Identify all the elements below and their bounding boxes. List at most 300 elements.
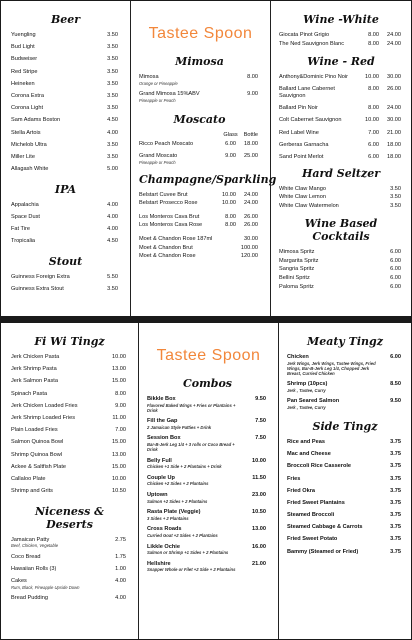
item-price: 13.00 bbox=[252, 526, 266, 533]
combos-list bbox=[147, 396, 278, 572]
item-price: 4.00 bbox=[107, 213, 118, 220]
item-description: Beef, Chicken, Vegetable bbox=[11, 543, 59, 549]
item-name-text: Colt Cabernet Sauvignon bbox=[279, 117, 342, 124]
item-name-text: Rice and Peas bbox=[287, 438, 325, 445]
menu-item bbox=[279, 130, 412, 137]
menu-item bbox=[11, 427, 138, 434]
item-price: 13.00 bbox=[112, 366, 126, 373]
combos-column bbox=[139, 323, 279, 639]
item-price: 3.50 bbox=[107, 32, 118, 38]
item-name bbox=[11, 93, 94, 100]
menu-item bbox=[11, 44, 130, 51]
hard-seltzer-list bbox=[279, 186, 412, 210]
item-name bbox=[11, 452, 102, 459]
bottle-price: 26.00 bbox=[244, 213, 258, 220]
item-price: 3.75 bbox=[390, 548, 401, 555]
item-name bbox=[279, 142, 357, 149]
item-name bbox=[11, 537, 102, 549]
moscato-column-headers bbox=[139, 132, 270, 138]
beer-heading: Beer bbox=[50, 13, 81, 26]
item-name bbox=[279, 194, 377, 201]
menu-item bbox=[147, 396, 278, 413]
item-name-text: Ricco Peach Moscato bbox=[139, 140, 194, 147]
item-name-text: Michelob Ultra bbox=[11, 141, 47, 148]
item-name bbox=[147, 509, 242, 521]
menu-item bbox=[11, 166, 130, 173]
item-name-text: Red Stripe bbox=[11, 68, 38, 75]
champagne-group-3 bbox=[139, 236, 270, 260]
bottle-price: 18.00 bbox=[387, 141, 401, 148]
item-name bbox=[139, 200, 214, 207]
item-price: 3.75 bbox=[390, 499, 401, 506]
menu-item bbox=[287, 451, 412, 458]
item-name bbox=[11, 202, 94, 209]
combos-heading: Combos bbox=[183, 377, 232, 390]
menu-item bbox=[11, 488, 138, 495]
menu-item bbox=[11, 81, 130, 88]
menu-item bbox=[11, 286, 130, 293]
item-name bbox=[279, 284, 377, 291]
item-name bbox=[11, 286, 94, 293]
item-name bbox=[11, 214, 94, 221]
menu-item bbox=[11, 202, 130, 209]
item-name-text: Appalachia bbox=[11, 201, 39, 208]
item-name bbox=[11, 142, 94, 149]
item-name bbox=[147, 561, 242, 573]
item-price: 11.00 bbox=[112, 414, 126, 421]
menu-item bbox=[11, 226, 130, 233]
item-price: 3.75 bbox=[390, 512, 401, 519]
fi-wi-tingz-list bbox=[11, 354, 138, 495]
item-name bbox=[287, 398, 377, 410]
item-name bbox=[287, 451, 377, 458]
item-name bbox=[287, 463, 377, 470]
item-name bbox=[147, 396, 242, 413]
menu-item bbox=[11, 354, 138, 361]
item-price: 3.50 bbox=[390, 202, 401, 209]
item-name bbox=[279, 258, 377, 265]
item-name-text: Belstart Prosecco Rose bbox=[139, 200, 198, 207]
item-name-text: Spinach Pasta bbox=[11, 390, 48, 397]
item-price: 3.50 bbox=[390, 194, 401, 201]
menu-item bbox=[11, 452, 138, 459]
item-price: 3.75 bbox=[390, 524, 401, 531]
menu-item bbox=[11, 93, 130, 100]
item-name-text: Bread Pudding bbox=[11, 595, 49, 602]
glass-price: 10.00 bbox=[222, 191, 236, 198]
item-name-text: Ballard Lane Cabernet Sauvignon bbox=[279, 86, 335, 99]
mimosa-heading: Mimosa bbox=[175, 55, 224, 68]
menu-item bbox=[11, 415, 138, 422]
glass-price: 10.00 bbox=[365, 74, 379, 81]
item-description: Snapper Whole or Filet +2 Side + 2 Plantains bbox=[147, 567, 236, 573]
side-tingz-heading: Side Tingz bbox=[312, 419, 378, 433]
item-name-text: Fat Tire bbox=[11, 226, 30, 233]
item-name-text: Yuengling bbox=[11, 32, 36, 38]
item-price: 1.75 bbox=[115, 553, 126, 560]
item-name-text: Jerk Chicken Pasta bbox=[11, 354, 60, 360]
menu-item bbox=[11, 595, 138, 602]
item-name-text: Chicken bbox=[287, 354, 309, 360]
brand-logo: Tastee Spoon bbox=[148, 25, 253, 42]
item-name-text: Grand Moscato bbox=[139, 152, 178, 159]
item-name-text: White Claw Mango bbox=[279, 185, 326, 192]
meaty-tingz-list bbox=[287, 354, 412, 410]
fi-wi-tingz-heading: Fi Wi Tingz bbox=[34, 335, 105, 348]
bottle-price: 18.00 bbox=[387, 153, 401, 160]
item-name-text: Moet & Chandon Brut bbox=[139, 244, 193, 251]
menu-item bbox=[139, 214, 270, 221]
bottle-price: 26.00 bbox=[244, 222, 258, 229]
item-name bbox=[147, 544, 242, 556]
menu-item bbox=[11, 366, 138, 373]
item-name bbox=[287, 439, 377, 446]
item-price: 3.50 bbox=[107, 44, 118, 51]
item-name bbox=[11, 476, 102, 483]
item-name-text: The Ned Sauvignon Blanc bbox=[279, 40, 344, 47]
item-description: Curried Goat +2 Sides + 2 Plantains bbox=[147, 532, 218, 538]
glass-price: 6.00 bbox=[368, 153, 379, 160]
menu-item bbox=[287, 536, 412, 543]
menu-item bbox=[11, 439, 138, 446]
item-price: 3.75 bbox=[390, 475, 401, 482]
item-price: 3.50 bbox=[107, 80, 118, 87]
menu-item bbox=[279, 194, 412, 201]
menu-item bbox=[279, 142, 412, 149]
item-price: 9.50 bbox=[390, 398, 401, 405]
menu-item bbox=[11, 214, 130, 221]
item-name-text: Corona Light bbox=[11, 105, 44, 112]
menu-item bbox=[11, 537, 138, 549]
glass-price: 8.00 bbox=[225, 222, 236, 229]
item-name-text: Broccoli Rice Casserole bbox=[287, 463, 352, 470]
meaty-tingz-heading: Meaty Tingz bbox=[307, 335, 383, 348]
wine-white-list bbox=[279, 32, 412, 47]
item-name-text: Mimosa Spritz bbox=[279, 249, 315, 256]
moscato-heading: Moscato bbox=[173, 112, 226, 126]
item-price: 3.50 bbox=[107, 68, 118, 75]
glass-price bbox=[218, 236, 236, 243]
bottle-price: 30.00 bbox=[244, 235, 258, 242]
wine-white-heading: Wine -White bbox=[303, 13, 379, 26]
item-name bbox=[11, 44, 94, 51]
item-price: 3.75 bbox=[390, 463, 401, 470]
menu-item bbox=[287, 500, 412, 507]
glass-price: 8.00 bbox=[368, 32, 379, 38]
menu-item bbox=[139, 253, 270, 260]
menu-item bbox=[279, 154, 412, 161]
menu-item bbox=[11, 105, 130, 112]
menu-item bbox=[279, 32, 412, 39]
item-name bbox=[279, 266, 377, 273]
item-name bbox=[279, 249, 377, 256]
item-name bbox=[147, 475, 242, 487]
menu-item bbox=[11, 56, 130, 63]
item-name-text: Hellshire bbox=[147, 560, 171, 567]
item-price: 11.50 bbox=[252, 474, 266, 481]
bottle-price: 18.00 bbox=[244, 140, 258, 147]
item-price: 21.00 bbox=[252, 560, 266, 567]
item-name-text: Sangria Spritz bbox=[279, 266, 315, 273]
item-price: 3.50 bbox=[107, 56, 118, 63]
beer-column bbox=[1, 1, 131, 316]
item-price: 10.00 bbox=[252, 457, 266, 464]
item-price: 3.50 bbox=[107, 105, 118, 112]
item-price: 6.00 bbox=[390, 275, 401, 282]
bottle-column-label: Bottle bbox=[243, 131, 258, 138]
item-name-text: Bammy (Steamed or Fried) bbox=[287, 548, 359, 555]
bottle-price: 24.00 bbox=[244, 200, 258, 207]
menu-item bbox=[11, 578, 138, 590]
glass-price bbox=[218, 245, 236, 252]
menu-item bbox=[279, 275, 412, 282]
menu-item bbox=[287, 512, 412, 519]
menu-item bbox=[279, 284, 412, 291]
menu-item bbox=[147, 544, 278, 556]
ipa-heading: IPA bbox=[54, 182, 77, 196]
item-name-text: Uptown bbox=[147, 491, 168, 498]
item-price: 4.00 bbox=[107, 226, 118, 233]
item-name bbox=[287, 512, 377, 519]
niceness-heading: Niceness & Deserts bbox=[34, 504, 105, 531]
item-name bbox=[279, 275, 377, 282]
item-description: Chicken +1 Side + 2 Plantains + Drink bbox=[147, 464, 222, 470]
item-description: Jerk Wings, Jerk Wings, Tastee Wings, Fried Wings, Bar-B-Jerk Leg 1/4, Chopped Jerk Breast, Curried Chicken bbox=[287, 360, 376, 376]
item-name-text: Steamed Broccoli bbox=[287, 512, 335, 519]
item-price: 5.00 bbox=[107, 166, 118, 173]
item-name-text: Guinness Extra Stout bbox=[11, 286, 64, 292]
drinks-menu-page bbox=[0, 0, 412, 317]
item-name bbox=[139, 222, 214, 229]
menu-item bbox=[147, 509, 278, 521]
item-name bbox=[11, 378, 102, 385]
item-name bbox=[11, 566, 102, 573]
item-name-text: Tropicalia bbox=[11, 238, 36, 245]
item-name bbox=[147, 526, 242, 538]
item-price: 15.00 bbox=[112, 439, 126, 446]
menu-item bbox=[11, 464, 138, 471]
item-name-text: Plain Loaded Fries bbox=[11, 427, 58, 434]
item-name-text: Fried Sweet Plantains bbox=[287, 499, 345, 506]
menu-item bbox=[279, 266, 412, 273]
menu-item bbox=[147, 458, 278, 470]
item-name-text: Bud Light bbox=[11, 44, 35, 51]
glass-price: 10.00 bbox=[222, 200, 236, 207]
item-name bbox=[11, 415, 102, 422]
item-name-text: Fill the Gap bbox=[147, 418, 178, 425]
glass-price: 8.00 bbox=[368, 86, 379, 93]
menu-item bbox=[279, 86, 412, 99]
item-price: 3.50 bbox=[107, 141, 118, 148]
item-description: Jerk , Tastee, Curry bbox=[287, 404, 326, 410]
item-name bbox=[11, 274, 94, 281]
menu-item bbox=[287, 381, 412, 393]
item-name bbox=[147, 492, 242, 504]
item-name-text: Cross Roads bbox=[147, 526, 182, 533]
item-name bbox=[287, 488, 377, 495]
item-price: 6.00 bbox=[390, 249, 401, 256]
menu-item bbox=[147, 526, 278, 538]
item-name-text: Sand Point Merlot bbox=[279, 153, 324, 160]
item-name bbox=[147, 418, 242, 430]
wine-red-heading: Wine - Red bbox=[307, 55, 375, 69]
food-menu-page bbox=[0, 322, 412, 640]
item-price: 9.50 bbox=[255, 396, 266, 402]
item-name bbox=[11, 117, 94, 124]
item-price: 4.00 bbox=[107, 129, 118, 136]
menu-item bbox=[279, 249, 412, 256]
item-price: 8.00 bbox=[247, 74, 258, 80]
item-name bbox=[287, 536, 377, 543]
item-price: 4.00 bbox=[107, 201, 118, 208]
item-name bbox=[11, 56, 94, 63]
item-name bbox=[279, 203, 377, 210]
glass-price: 8.00 bbox=[368, 40, 379, 47]
item-name-text: Steamed Cabbage & Carrots bbox=[287, 524, 363, 531]
menu-item bbox=[11, 154, 130, 161]
glass-price: 10.00 bbox=[365, 117, 379, 124]
bottle-price: 26.00 bbox=[387, 86, 401, 93]
fi-wi-tingz-column bbox=[1, 323, 139, 639]
item-price: 3.50 bbox=[107, 92, 118, 99]
menu-item bbox=[279, 203, 412, 210]
menu-item bbox=[11, 142, 130, 149]
item-name bbox=[11, 105, 94, 112]
item-name bbox=[279, 186, 377, 193]
glass-price: 9.00 bbox=[225, 152, 236, 159]
item-price: 9.00 bbox=[247, 91, 258, 98]
item-description: Chicken +2 Sides + 2 Plantains bbox=[147, 481, 209, 487]
wine-cocktails-heading: Wine Based Cocktails bbox=[304, 217, 378, 244]
menu-item bbox=[287, 439, 412, 446]
item-name-text: Mac and Cheese bbox=[287, 451, 331, 458]
item-price: 16.00 bbox=[252, 543, 266, 550]
brand-logo-2: Tastee Spoon bbox=[156, 347, 261, 364]
menu-item bbox=[11, 32, 130, 39]
item-name-text: Gerberas Garnacha bbox=[279, 141, 329, 148]
item-price: 9.00 bbox=[115, 402, 126, 409]
item-price: 10.50 bbox=[252, 509, 266, 516]
item-name bbox=[279, 117, 357, 124]
item-name-text: Ackee & Saltfish Plate bbox=[11, 463, 67, 470]
item-price: 8.00 bbox=[115, 390, 126, 397]
glass-price: 7.00 bbox=[368, 129, 379, 136]
item-name-text: Likkle Ochie bbox=[147, 543, 180, 550]
beer-list bbox=[11, 32, 130, 173]
item-name-text: Grand Mimosa 15%ABV bbox=[139, 91, 200, 98]
menu-item bbox=[287, 524, 412, 531]
item-name-text: Moet & Chandon Rose bbox=[139, 253, 196, 260]
bottle-price: 24.00 bbox=[387, 32, 401, 38]
item-name-text: Bikkle Box bbox=[147, 396, 176, 402]
item-price: 13.00 bbox=[112, 451, 126, 458]
item-name-text: Mimosa bbox=[139, 74, 159, 80]
item-name-text: Anthony&Dominic Pino Noir bbox=[279, 74, 349, 81]
item-price: 1.00 bbox=[115, 566, 126, 573]
item-name bbox=[139, 91, 234, 103]
item-description: Orange or Pineapple bbox=[139, 80, 178, 86]
ipa-list bbox=[11, 202, 130, 245]
mimosa-list bbox=[139, 74, 270, 103]
bottle-price: 30.00 bbox=[387, 74, 401, 81]
menu-item bbox=[147, 418, 278, 430]
menu-item bbox=[11, 117, 130, 124]
bottle-price: 21.00 bbox=[387, 129, 401, 136]
menu-item bbox=[11, 69, 130, 76]
item-name-text: Jerk Shrimp Pasta bbox=[11, 366, 57, 373]
item-name-text: Jerk Chicken Loaded Fries bbox=[11, 402, 78, 409]
item-description: 3 Sides + 2 Plantains bbox=[147, 515, 189, 521]
item-description: Salmon +2 Sides + 2 Plantains bbox=[147, 498, 208, 504]
menu-item bbox=[11, 130, 130, 137]
item-price: 15.00 bbox=[112, 463, 126, 470]
item-name bbox=[279, 154, 357, 161]
stout-heading: Stout bbox=[48, 254, 83, 268]
item-name bbox=[139, 153, 214, 165]
item-name bbox=[147, 435, 242, 452]
bottle-price: 30.00 bbox=[387, 117, 401, 124]
item-price: 6.00 bbox=[390, 257, 401, 264]
item-name bbox=[287, 549, 377, 556]
item-name-text: Space Dust bbox=[11, 213, 40, 220]
item-name bbox=[279, 32, 357, 39]
item-name bbox=[11, 464, 102, 471]
bottle-price: 24.00 bbox=[244, 191, 258, 198]
moscato-list bbox=[139, 141, 270, 165]
item-price: 6.00 bbox=[390, 354, 401, 360]
item-price: 3.50 bbox=[390, 185, 401, 192]
item-name bbox=[287, 500, 377, 507]
glass-price: 8.00 bbox=[225, 213, 236, 220]
wine-cocktails-list bbox=[279, 249, 412, 290]
item-name-text: Stella Artois bbox=[11, 129, 41, 136]
meats-sides-column bbox=[279, 323, 412, 639]
item-name bbox=[139, 214, 214, 221]
item-name bbox=[11, 403, 102, 410]
item-price: 10.50 bbox=[112, 488, 126, 495]
item-name-text: Session Box bbox=[147, 435, 181, 442]
item-description: 2 Jamaican Style Patties + Drink bbox=[147, 424, 212, 430]
item-name-text: Callaloo Plate bbox=[11, 475, 46, 482]
item-name bbox=[139, 192, 214, 199]
item-name-text: Miller Lite bbox=[11, 153, 35, 160]
item-name bbox=[147, 458, 242, 470]
item-name-text: Salmon Quinoa Bowl bbox=[11, 439, 64, 446]
item-name-text: Belstart Cuvee Brut bbox=[139, 191, 188, 198]
menu-item bbox=[287, 476, 412, 483]
glass-price: 6.00 bbox=[225, 140, 236, 147]
menu-item bbox=[147, 492, 278, 504]
item-name-text: White Claw Watermelon bbox=[279, 202, 339, 209]
item-name-text: Rasta Plate (Veggie) bbox=[147, 509, 201, 516]
item-name-text: Ballard Pin Noir bbox=[279, 105, 318, 112]
item-price: 4.00 bbox=[115, 595, 126, 602]
menu-item bbox=[279, 105, 412, 112]
item-description: Flavored Baked Wings + Fries or Plantains + Drink bbox=[147, 402, 236, 413]
item-name bbox=[11, 554, 102, 561]
menu-item bbox=[279, 41, 412, 48]
menu-item bbox=[279, 186, 412, 193]
item-name-text: Bellini Spritz bbox=[279, 275, 310, 282]
item-description: Pineapple or Peach bbox=[139, 159, 176, 165]
menu-item bbox=[11, 566, 138, 573]
item-name bbox=[11, 166, 94, 173]
menu-item bbox=[11, 238, 130, 245]
glass-price: 8.00 bbox=[368, 105, 379, 112]
item-name-text: Shrimp Quinoa Bowl bbox=[11, 451, 62, 458]
item-name bbox=[139, 236, 214, 243]
item-name-text: Shrimp and Grits bbox=[11, 488, 53, 495]
